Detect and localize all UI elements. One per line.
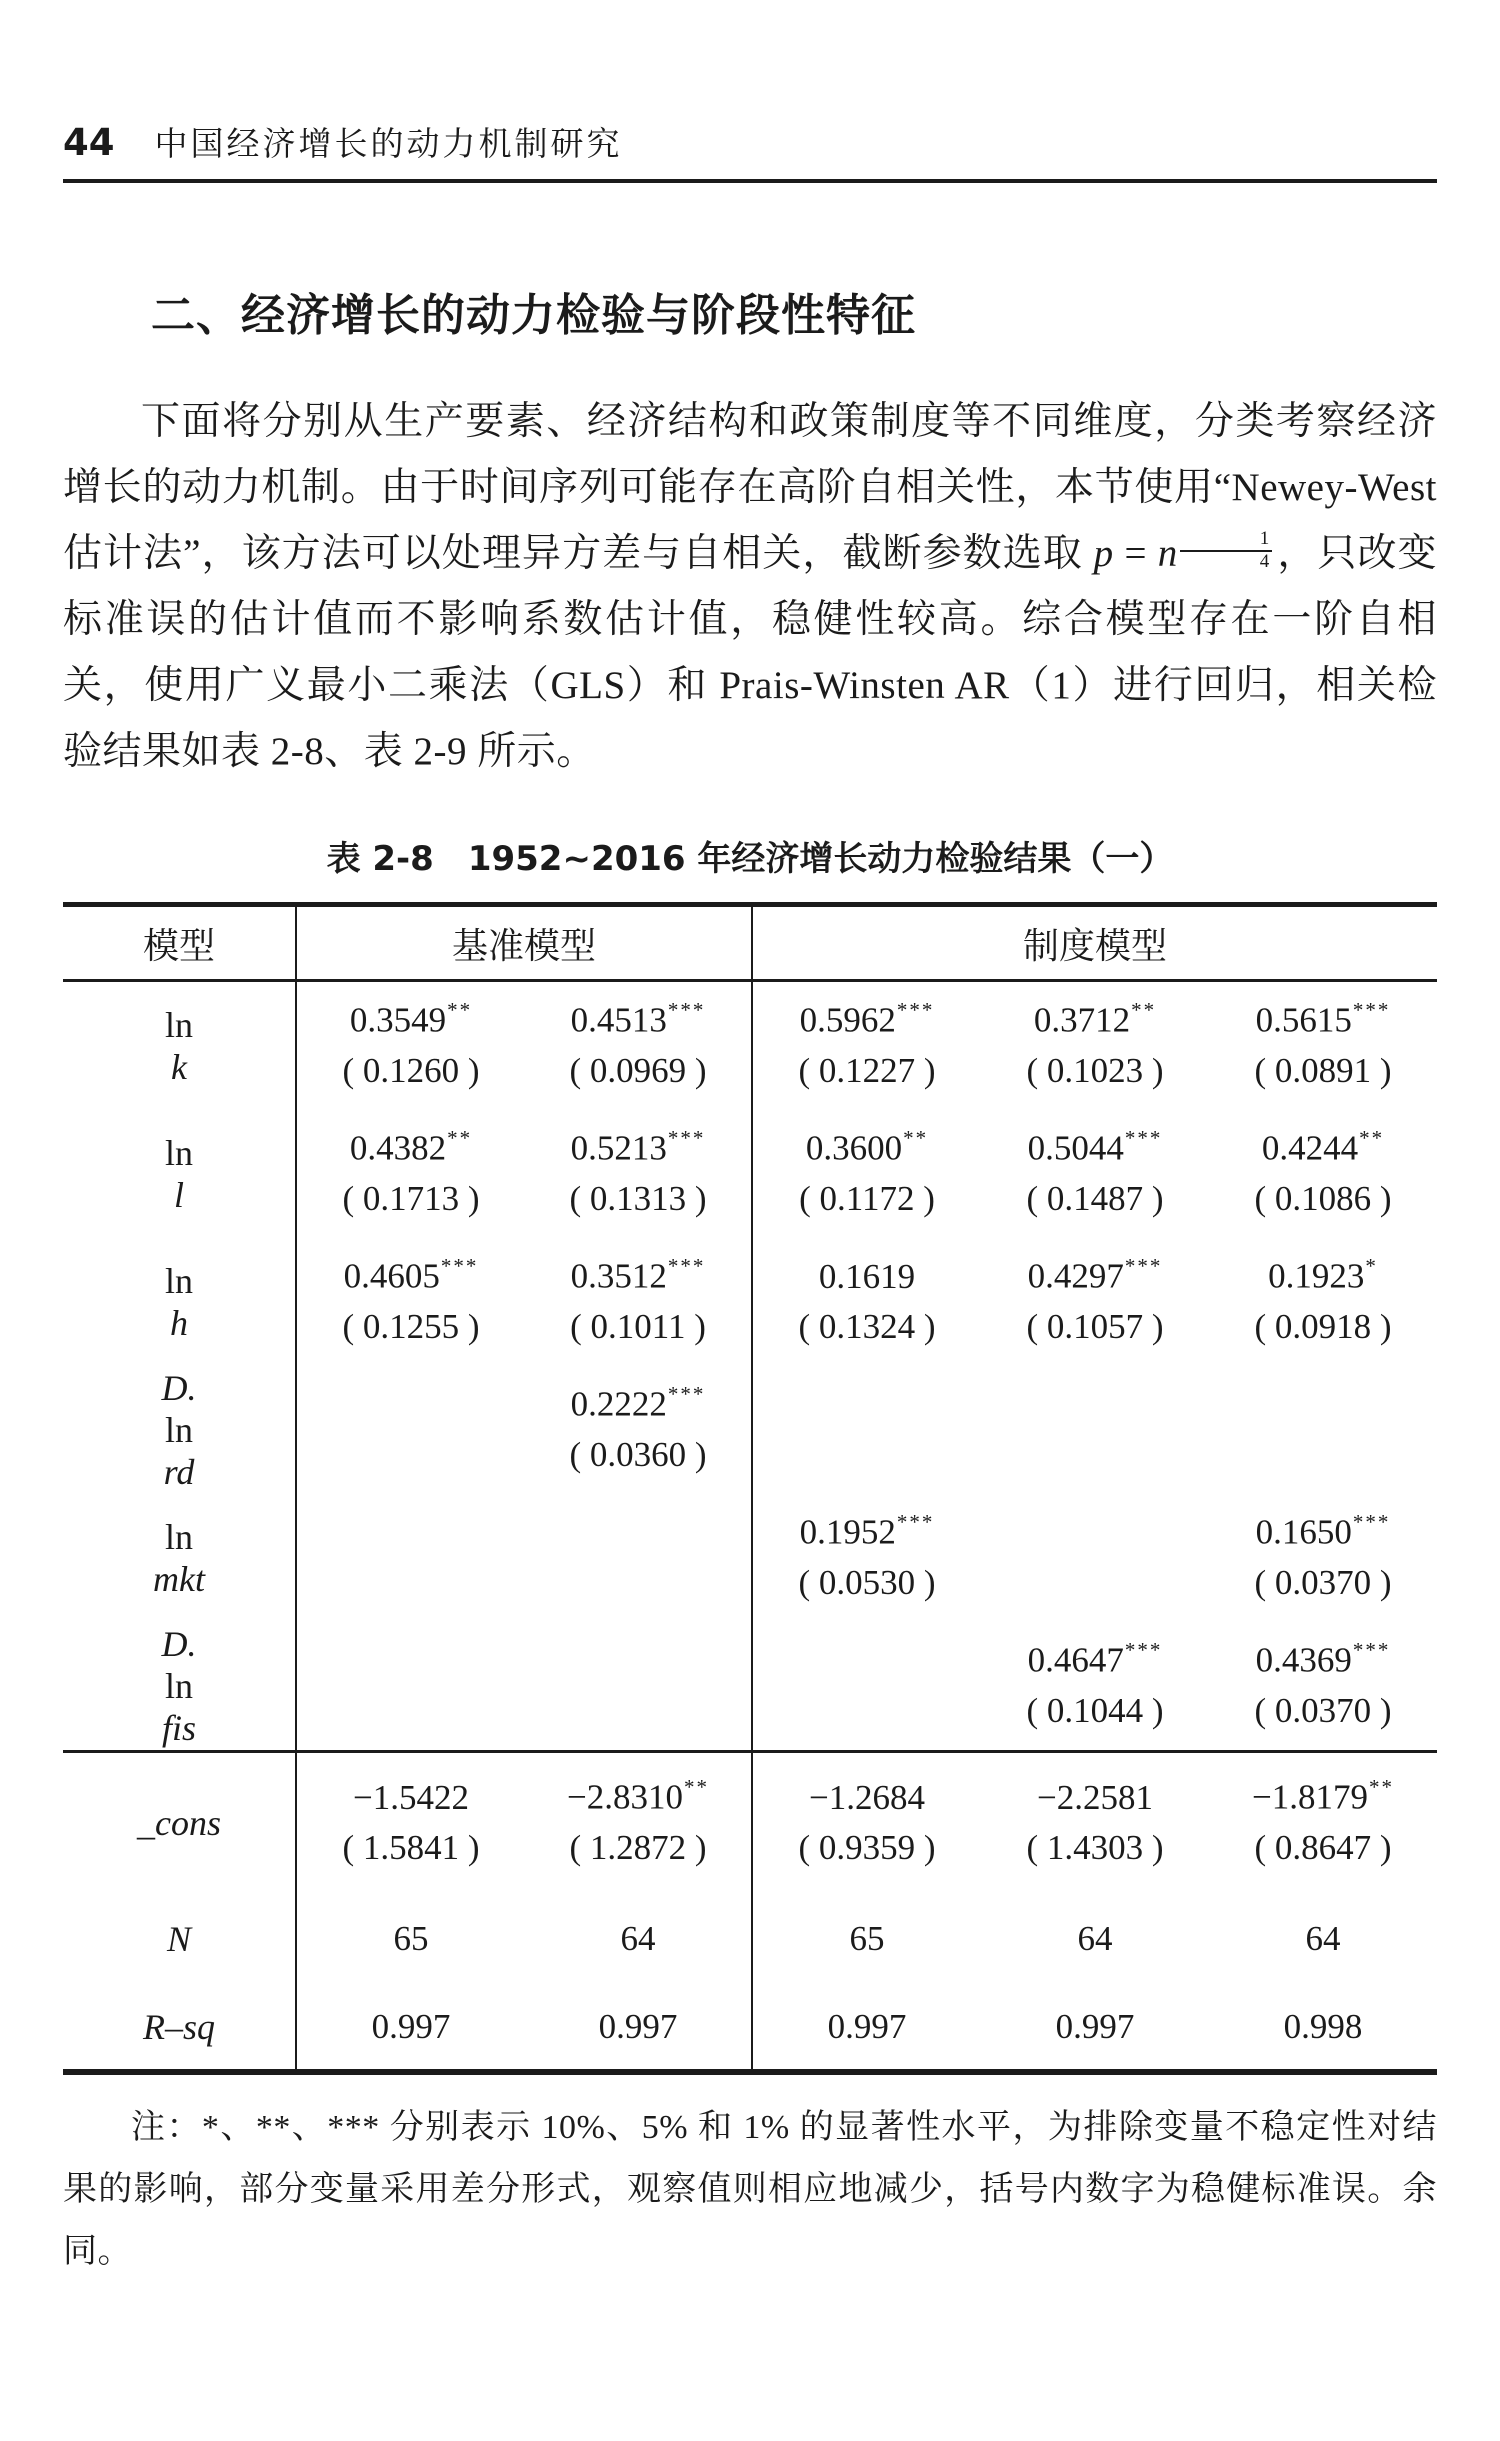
standard-error: ( 0.1313 )	[569, 1179, 707, 1219]
significance-stars: *	[1365, 1254, 1378, 1279]
paragraph-segment: n	[1157, 532, 1178, 575]
fraction-numerator: 1	[1180, 529, 1272, 552]
standard-error: ( 0.1487 )	[1026, 1179, 1164, 1219]
coefficient-cell	[297, 982, 525, 1110]
row-label-part: ln	[164, 1261, 193, 1301]
coefficient-value: 0.5044***	[1027, 1126, 1163, 1168]
significance-stars: **	[1359, 1126, 1385, 1151]
significance-stars: ***	[1352, 998, 1391, 1023]
empty-cell	[525, 1622, 753, 1750]
significance-stars: ***	[896, 998, 935, 1023]
stat-cell: 0.997	[525, 1985, 753, 2069]
body-paragraph	[63, 389, 1437, 785]
standard-error: ( 0.1227 )	[798, 1051, 936, 1091]
row-label-part: l	[173, 1175, 184, 1215]
standard-error: ( 0.0370 )	[1254, 1563, 1392, 1603]
coefficient-value: 0.4382**	[349, 1126, 473, 1168]
coefficient-cell	[981, 1622, 1209, 1750]
paragraph-segment: ，只改变标准误的估计值而不影响系数估计值，稳健性较高。综合模型存在一阶自相关，使用广义最小二乘法（GLS）和 Prais-Winsten AR（1）进行回归，相关检验结果如表 2-8、表 2-9 所示。	[63, 532, 1437, 773]
coefficient-value: −2.8310**	[567, 1775, 709, 1817]
running-header	[63, 0, 1437, 165]
row-label-part: D.	[161, 1624, 197, 1664]
empty-cell	[297, 1366, 525, 1494]
row-label-part: _cons	[137, 1803, 221, 1843]
standard-error: ( 1.4303 )	[1026, 1828, 1164, 1867]
empty-cell	[753, 1366, 981, 1494]
coefficient-cell	[297, 1110, 525, 1238]
standard-error: ( 0.0370 )	[1254, 1691, 1392, 1731]
row-label	[63, 1893, 297, 1985]
coefficient-value: 0.3712**	[1033, 998, 1157, 1040]
paragraph-segment: p	[1093, 532, 1114, 575]
coefficient-cell	[525, 1238, 753, 1366]
table-note: 注：*、**、*** 分别表示 10%、5% 和 1% 的显著性水平，为排除变量不稳定性对结果的影响，部分变量采用差分形式，观察值则相应地减少，括号内数字为稳健标准误。余同。	[63, 2109, 1437, 2270]
coefficient-cell	[1209, 1494, 1437, 1622]
coefficient-cell	[1209, 1238, 1437, 1366]
empty-cell	[297, 1494, 525, 1622]
standard-error: ( 0.1260 )	[342, 1051, 480, 1091]
standard-error: ( 0.1044 )	[1026, 1691, 1164, 1731]
coefficient-cell	[1209, 1750, 1437, 1893]
empty-cell	[525, 1494, 753, 1622]
significance-stars: ***	[1352, 1638, 1391, 1663]
coefficient-value: 0.5615***	[1255, 998, 1391, 1040]
row-label	[63, 1750, 297, 1893]
coefficient-value: 0.4297***	[1027, 1254, 1163, 1296]
row-label-part: k	[171, 1047, 187, 1087]
coefficient-cell	[753, 1238, 981, 1366]
stat-cell: 64	[525, 1893, 753, 1985]
coefficient-value: 0.1619	[818, 1256, 916, 1296]
coefficient-value: −1.5422	[353, 1777, 469, 1817]
page-number: 44	[63, 121, 115, 164]
stat-cell: 0.997	[827, 2007, 907, 2046]
row-label-part: ln	[164, 1517, 193, 1557]
significance-stars: ***	[667, 998, 706, 1023]
coefficient-value: 0.4605***	[343, 1254, 479, 1296]
coefficient-value: 0.1923*	[1268, 1254, 1378, 1296]
coefficient-cell	[753, 1110, 981, 1238]
coefficient-cell	[753, 1494, 981, 1622]
coefficient-value: 0.5213***	[570, 1126, 706, 1168]
row-label-part: mkt	[153, 1559, 205, 1599]
significance-stars: ***	[1124, 1254, 1163, 1279]
row-label	[63, 1622, 297, 1750]
stat-cell: 0.997	[1055, 2007, 1135, 2046]
table-caption: 1952~2016 年经济增长动力检验结果（一）	[467, 839, 1174, 879]
coefficient-value: −1.2684	[809, 1777, 925, 1817]
row-label	[63, 1110, 297, 1238]
coefficient-cell	[753, 982, 981, 1110]
coefficient-cell	[981, 1238, 1209, 1366]
coefficient-value: 0.2222***	[570, 1382, 706, 1424]
row-label-part: h	[170, 1303, 188, 1343]
row-label	[63, 1985, 297, 2069]
row-label	[63, 1494, 297, 1622]
coefficient-cell	[525, 982, 753, 1110]
coefficient-value: 0.1650***	[1255, 1510, 1391, 1552]
header-rule	[63, 179, 1437, 183]
empty-cell	[753, 1622, 981, 1750]
coefficient-value: −1.8179**	[1252, 1775, 1394, 1817]
coefficient-cell	[525, 1750, 753, 1893]
coefficient-value: 0.4647***	[1027, 1638, 1163, 1680]
row-label	[63, 1366, 297, 1494]
significance-stars: ***	[667, 1382, 706, 1407]
table-number: 表 2-8	[326, 839, 434, 879]
standard-error: ( 0.1023 )	[1026, 1051, 1164, 1091]
coefficient-value: 0.4244**	[1261, 1126, 1385, 1168]
standard-error: ( 0.0891 )	[1254, 1051, 1392, 1091]
row-label-part: R–sq	[143, 2007, 215, 2047]
significance-stars: **	[447, 998, 473, 1023]
stat-cell: 65	[849, 1919, 885, 1958]
coefficient-value: 0.1952***	[799, 1510, 935, 1552]
table-header-institution: 制度模型	[753, 907, 1437, 982]
row-label-part: ln	[164, 1410, 193, 1450]
row-label	[63, 1238, 297, 1366]
row-label-part: ln	[164, 1133, 193, 1173]
empty-cell	[981, 1366, 1209, 1494]
coefficient-cell	[981, 1110, 1209, 1238]
coefficient-value: 0.5962***	[799, 998, 935, 1040]
table-header-baseline: 基准模型	[297, 907, 753, 982]
standard-error: ( 0.1713 )	[342, 1179, 480, 1219]
standard-error: ( 0.0918 )	[1254, 1307, 1392, 1347]
regression-table	[63, 902, 1437, 2075]
standard-error: ( 0.1324 )	[798, 1307, 936, 1346]
row-label	[63, 982, 297, 1110]
significance-stars: ***	[1124, 1638, 1163, 1663]
standard-error: ( 0.0360 )	[569, 1435, 707, 1475]
coefficient-cell	[981, 982, 1209, 1110]
coefficient-cell	[297, 1238, 525, 1366]
stat-cell: 0.998	[1283, 2007, 1363, 2046]
coefficient-cell	[525, 1366, 753, 1494]
significance-stars: **	[447, 1126, 473, 1151]
standard-error: ( 0.1011 )	[570, 1307, 706, 1347]
significance-stars: **	[1131, 998, 1157, 1023]
coefficient-value: 0.3600**	[805, 1126, 929, 1168]
coefficient-value: 0.4369***	[1255, 1638, 1391, 1680]
row-label-part: rd	[163, 1452, 195, 1492]
coefficient-cell	[1209, 1110, 1437, 1238]
standard-error: ( 0.1172 )	[799, 1179, 935, 1219]
stat-cell: 64	[1077, 1919, 1113, 1958]
coefficient-cell	[1209, 982, 1437, 1110]
significance-stars: ***	[440, 1254, 479, 1279]
significance-stars: ***	[667, 1126, 706, 1151]
paragraph-segment: =	[1113, 532, 1158, 575]
significance-stars: ***	[896, 1510, 935, 1535]
significance-stars: ***	[1352, 1510, 1391, 1535]
standard-error: ( 0.0969 )	[569, 1051, 707, 1091]
significance-stars: **	[1369, 1775, 1394, 1800]
coefficient-value: 0.4513***	[570, 998, 706, 1040]
standard-error: ( 0.1057 )	[1026, 1307, 1164, 1347]
coefficient-value: 0.3549**	[349, 998, 473, 1040]
standard-error: ( 0.1255 )	[342, 1307, 480, 1347]
empty-cell	[981, 1494, 1209, 1622]
row-label-part: fis	[161, 1708, 196, 1748]
standard-error: ( 0.0530 )	[798, 1563, 936, 1603]
section-heading: 二、经济增长的动力检验与阶段性特征	[151, 290, 916, 341]
table-header-model: 模型	[63, 907, 297, 982]
row-label-part: N	[166, 1919, 191, 1959]
coefficient-value: 0.3512***	[570, 1254, 706, 1296]
standard-error: ( 1.5841 )	[342, 1828, 480, 1867]
coefficient-cell	[1209, 1622, 1437, 1750]
empty-cell	[1209, 1366, 1437, 1494]
stat-cell: 64	[1305, 1919, 1341, 1958]
standard-error: ( 0.1086 )	[1254, 1179, 1392, 1219]
fraction-exponent	[1180, 529, 1272, 573]
table-title	[63, 831, 1437, 880]
standard-error: ( 0.8647 )	[1254, 1828, 1392, 1868]
significance-stars: ***	[667, 1254, 706, 1279]
significance-stars: **	[684, 1775, 709, 1800]
significance-stars: ***	[1124, 1126, 1163, 1151]
paragraph-segment: 下面将分别从生产要素、经济结构和政策制度等不同维度，分类考察经济增长的动力机制。由于时间序列可能存在高阶自相关性，本节使用“Newey-West 估计法”，该方法可以处理异方差与自相关，截断参数选取	[63, 400, 1437, 575]
fraction-denominator: 4	[1259, 550, 1270, 572]
standard-error: ( 0.9359 )	[798, 1828, 936, 1867]
coefficient-cell	[981, 1750, 1209, 1893]
row-label-part: ln	[164, 1005, 193, 1045]
coefficient-cell	[297, 1750, 525, 1893]
row-label-part: ln	[164, 1666, 193, 1706]
coefficient-cell	[753, 1750, 981, 1893]
stat-cell: 65	[393, 1919, 429, 1958]
row-label-part: D.	[161, 1368, 197, 1408]
empty-cell	[297, 1622, 525, 1750]
stat-cell: 0.997	[371, 2007, 451, 2046]
standard-error: ( 1.2872 )	[569, 1828, 707, 1868]
significance-stars: **	[903, 1126, 929, 1151]
coefficient-value: −2.2581	[1037, 1777, 1153, 1817]
book-title: 中国经济增长的动力机制研究	[154, 127, 623, 163]
coefficient-cell	[525, 1110, 753, 1238]
